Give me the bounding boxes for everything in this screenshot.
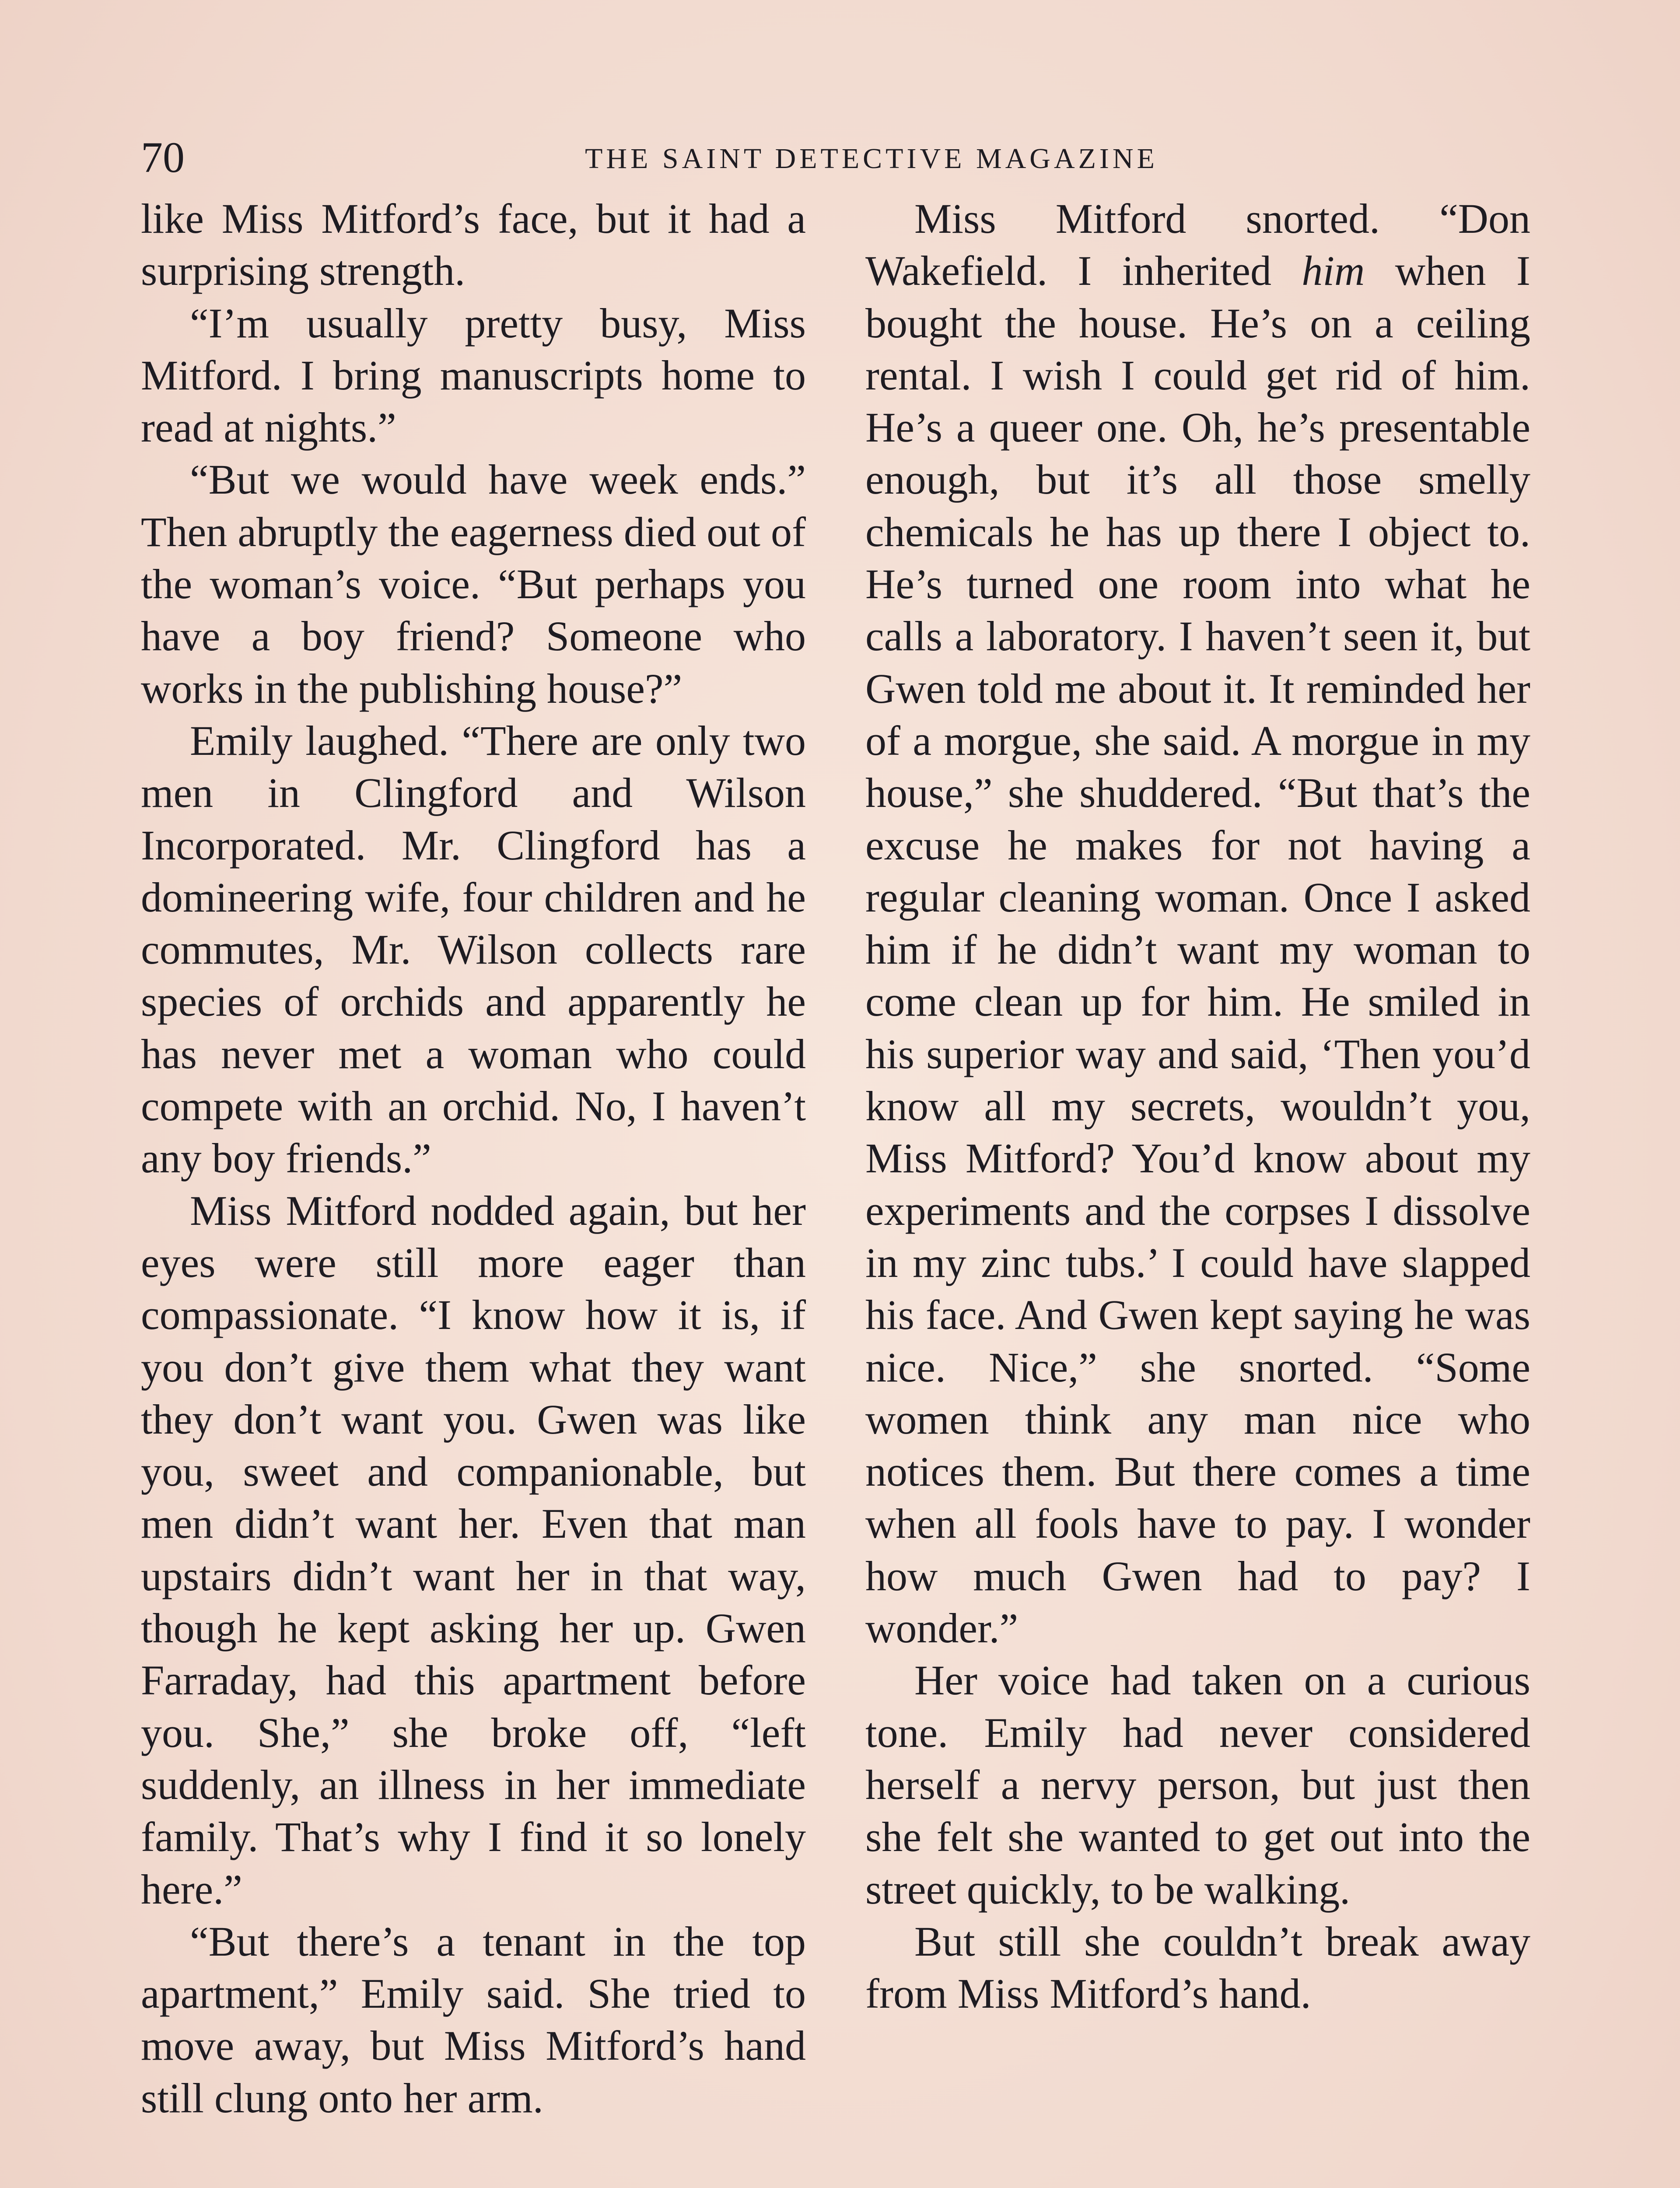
paragraph: Emily laughed. “There are only two men in Clingford and Wilson Incorporated. Mr. Clingford has a domineering wife, four children and he commutes, Mr. Wilson collects rare species of orchids and apparently he has never met a woman who could compete with an orchid. No, I haven’t any boy friends.”	[141, 717, 806, 1182]
page-header	[141, 131, 1532, 184]
right-column	[865, 193, 1530, 2020]
paragraph: Her voice had taken on a curious tone. Emily had never considered herself a nervy person, but just then she felt she wanted to get out into the street quickly, to be walking.	[865, 1657, 1530, 1913]
paragraph-text: when I bought the house. He’s on a ceiling rental. I wish I could get rid of him. He’s a queer one. Oh, he’s presentable enough, but it’s all those smelly chemicals he has up there I object to. He’s turned one room into what he calls a laboratory. I haven’t seen it, but Gwen told me about it. It reminded her of a morgue, she said. A morgue in my house,” she shuddered. “But that’s the excuse he makes for not having a regular cleaning woman. Once I asked him if he didn’t want my woman to come clean up for him. He smiled in his superior way and said, ‘Then you’d know all my secrets, wouldn’t you, Miss Mitford? You’d know about my experiments and the corpses I dissolve in my zinc tubs.’ I could have slapped his face. And Gwen kept saying he was nice. Nice,” she snorted. “Some women think any man nice who notices them. But there comes a time when all fools have to pay. I wonder how much Gwen had to pay? I wonder.”	[865, 247, 1531, 1652]
paragraph-text: Miss Mitford snorted. “Don Wakefield. I inherited	[865, 195, 1530, 295]
paragraph: Miss Mitford nodded again, but her eyes were still more eager than compassionate. “I know how it is, if you don’t give them what they want they don’t want you. Gwen was like you, sweet and companionable, but men didn’t want her. Even that man upstairs didn’t want her in that way, though he kept asking her up. Gwen Farraday, had this apartment before you. She,” she broke off, “left suddenly, an illness in her immediate family. That’s why I find it so lonely here.”	[141, 1187, 806, 1913]
paragraph: But still she couldn’t break away from Miss Mitford’s hand.	[865, 1918, 1530, 2017]
left-column	[141, 193, 806, 2124]
page-number: 70	[141, 133, 185, 182]
paragraph: “I’m usually pretty busy, Miss Mitford. I bring manuscripts home to read at nights.”	[141, 299, 806, 451]
paragraph: “But there’s a tenant in the top apartment,” Emily said. She tried to move away, but Miss Mitford’s hand still clung onto her arm.	[141, 1918, 806, 2121]
italic-emphasis: him	[1302, 247, 1365, 295]
paragraph	[865, 193, 1530, 1654]
paragraph: “But we would have week ends.” Then abruptly the eagerness died out of the woman’s voice. “But perhaps you have a boy friend? Someone who works in the publishing house?”	[141, 456, 806, 712]
paragraph: like Miss Mitford’s face, but it had a surprising strength.	[141, 195, 806, 295]
running-title: THE SAINT DETECTIVE MAGAZINE	[585, 143, 1158, 175]
